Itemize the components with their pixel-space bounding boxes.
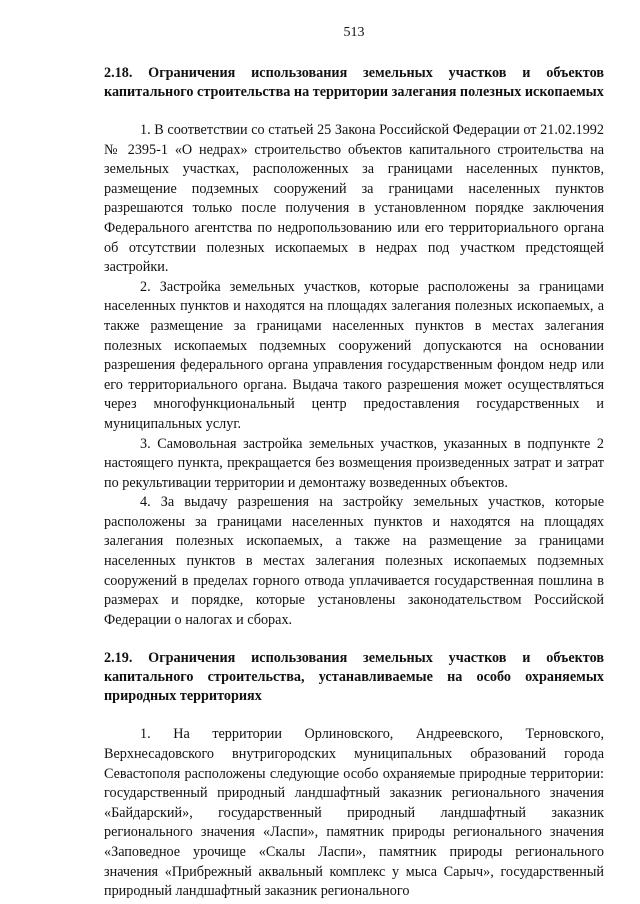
section-2-18-paragraph-3: 3. Самовольная застройка земельных участков, указанных в подпункте 2 настоящего пункта, прекращается без возмещения произведенных затрат и затрат по рекультивации территории и демонтажу возведенных объектов. <box>104 435 604 491</box>
document-page <box>104 24 604 902</box>
section-2-18-paragraph-4: 4. За выдачу разрешения на застройку земельных участков, которые расположены за границами населенных пунктов и находятся на площадях залегания полезных ископаемых, а также на размещение за границами населенных пунктов в местах залегания полезных ископаемых подземных сооружений в пределах горного отвода уплачивается государственная пошлина в размерах и порядке, которые установлены законодательством Российской Федерации о налогах и сборах. <box>104 494 604 628</box>
section-2-19-paragraph-1: 1. На территории Орлиновского, Андреевского, Терновского, Верхнесадовского внутригородских муниципальных образований города Севастополя расположены следующие особо охраняемые природные территории: государственный природный ландшафтный заказник регионального значения «Байдарский», государственный природный ландшафтный заказник регионального значения «Ласпи», памятник природы регионального значения «Заповедное урочище «Скалы Ласпи», памятник природы регионального значения «Прибрежный аквальный комплекс у мыса Сарыч», государственный природный ландшафтный заказник регионального <box>104 726 604 900</box>
section-2-18-paragraph-2: 2. Застройка земельных участков, которые расположены за границами населенных пунктов и находятся на площадях залегания полезных ископаемых, а также размещение за границами населенных пунктов в местах залегания полезных ископаемых подземных сооружений допускаются на основании разрешения федерального органа управления государственным фондом недр или его территориального органа. Выдача такого разрешения может осуществляться через многофункциональный центр предоставления государственных и муниципальных услуг. <box>104 278 604 432</box>
page-number: 513 <box>343 25 365 40</box>
section-2-18-title: 2.18. Ограничения использования земельных участков и объектов капитального строительства на территории залегания полезных ископаемых <box>104 65 604 100</box>
section-2-19-title: 2.19. Ограничения использования земельных участков и объектов капитального строительства, устанавливаемые на особо охраняемых природных территориях <box>104 650 604 705</box>
section-2-18-paragraph-1: 1. В соответствии со статьей 25 Закона Российской Федерации от 21.02.1992 № 2395-1 «О недрах» строительство объектов капитального строительства на земельных участках, расположенных за границами населенных пунктов, размещение подземных сооружений за границами населенных пунктов разрешаются только после получения в установленном порядке заключения Федерального агентства по недропользованию или его территориального органа об отсутствии полезных ископаемых в недрах под участком предстоящей застройки. <box>104 122 604 276</box>
